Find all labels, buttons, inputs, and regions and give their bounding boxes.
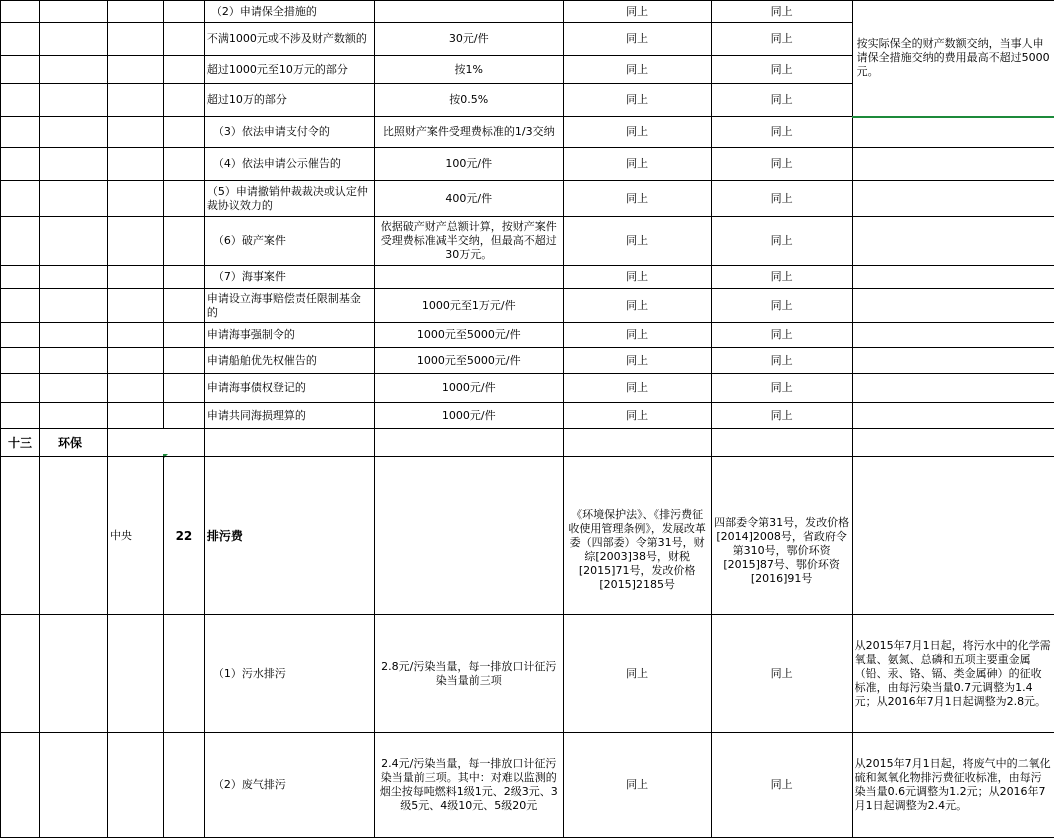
item-cell: 申请共同海损理算的: [204, 403, 374, 429]
item-cell: 不满1000元或不涉及财产数额的: [204, 23, 374, 56]
basis-central-cell: 同上: [563, 56, 711, 84]
item-cell: （2）废气排污: [204, 733, 374, 838]
fee-cell: 1000元至5000元/件: [374, 323, 563, 348]
basis-local-cell: 同上: [711, 733, 852, 838]
table-row: [1, 148, 1054, 181]
fee-cell: 2.4元/污染当量，每一排放口计征污染当量前三项。其中：对难以监测的烟尘按每吨燃料1级1元、2级3元、3级5元、4级10元、5级20元: [374, 733, 563, 838]
table-row: [1, 733, 1054, 838]
seq-cell: 22: [163, 457, 204, 615]
table-row: [1, 348, 1054, 374]
section-number: 十三: [1, 429, 40, 457]
table-row: [1, 403, 1054, 429]
basis-local-cell: 同上: [711, 1, 852, 23]
basis-central-cell: 同上: [563, 217, 711, 266]
fee-cell: 按1%: [374, 56, 563, 84]
fee-cell: 1000元至5000元/件: [374, 348, 563, 374]
basis-local-cell: 同上: [711, 403, 852, 429]
item-cell: （5）申请撤销仲裁裁决或认定仲裁协议效力的: [204, 181, 374, 217]
table-row: [1, 323, 1054, 348]
basis-local-cell: 四部委令第31号，发改价格[2014]2008号，省政府令第310号，鄂价环资[2015]87号、鄂价环资[2016]91号: [711, 457, 852, 615]
table-row: [1, 266, 1054, 289]
basis-central-cell: 同上: [563, 733, 711, 838]
basis-central-cell: 同上: [563, 148, 711, 181]
item-cell: 申请海事债权登记的: [204, 374, 374, 403]
item-cell: （6）破产案件: [204, 217, 374, 266]
basis-local-cell: 同上: [711, 23, 852, 56]
fee-cell: 1000元/件: [374, 403, 563, 429]
fee-cell: 30元/件: [374, 23, 563, 56]
note-cell: 从2015年7月1日起，将污水中的化学需氧量、氨氮、总磷和五项主要重金属（铅、汞、铬、镉、类金属砷）的征收标准，由每污染当量0.7元调整为1.4元；从2016年7月1日起调整为2.8元。: [852, 615, 1054, 733]
basis-central-cell: 同上: [563, 374, 711, 403]
item-cell: （1）污水排污: [204, 615, 374, 733]
basis-central-cell: 同上: [563, 23, 711, 56]
basis-local-cell: 同上: [711, 217, 852, 266]
item-cell: 申请海事强制令的: [204, 323, 374, 348]
basis-local-cell: 同上: [711, 615, 852, 733]
fee-cell: 1000元/件: [374, 374, 563, 403]
fee-cell: [374, 1, 563, 23]
item-cell: 超过1000元至10万元的部分: [204, 56, 374, 84]
level-cell: 中央: [107, 457, 163, 615]
fee-cell: 100元/件: [374, 148, 563, 181]
section-name: 环保: [39, 429, 107, 457]
basis-local-cell: 同上: [711, 266, 852, 289]
item-cell: 申请船舶优先权催告的: [204, 348, 374, 374]
table-row: [1, 1, 1054, 23]
fee-name-cell: 排污费: [204, 457, 374, 615]
fee-cell: 依据破产财产总额计算，按财产案件受理费标准减半交纳，但最高不超过30万元。: [374, 217, 563, 266]
basis-local-cell: 同上: [711, 148, 852, 181]
fee-cell: 1000元至1万元/件: [374, 289, 563, 323]
table-row: [1, 374, 1054, 403]
basis-local-cell: 同上: [711, 181, 852, 217]
basis-local-cell: 同上: [711, 84, 852, 117]
item-cell: （7）海事案件: [204, 266, 374, 289]
item-cell: 申请设立海事赔偿责任限制基金的: [204, 289, 374, 323]
item-cell: （4）依法申请公示催告的: [204, 148, 374, 181]
basis-central-cell: 《环境保护法》、《排污费征收使用管理条例》，发展改革委（四部委）令第31号，财综[2003]38号，财税[2015]71号，发改价格[2015]2185号: [563, 457, 711, 615]
basis-local-cell: 同上: [711, 289, 852, 323]
basis-central-cell: 同上: [563, 181, 711, 217]
basis-local-cell: 同上: [711, 323, 852, 348]
basis-central-cell: 同上: [563, 615, 711, 733]
basis-central-cell: 同上: [563, 266, 711, 289]
basis-central-cell: 同上: [563, 1, 711, 23]
basis-local-cell: 同上: [711, 348, 852, 374]
basis-central-cell: 同上: [563, 289, 711, 323]
fee-cell: 400元/件: [374, 181, 563, 217]
note-cell: 从2015年7月1日起，将废气中的二氧化硫和氮氧化物排污费征收标准，由每污染当量0.6元调整为1.2元；从2016年7月1日起调整为2.4元。: [852, 733, 1054, 838]
table-row: [1, 217, 1054, 266]
basis-central-cell: 同上: [563, 323, 711, 348]
basis-central-cell: 同上: [563, 117, 711, 148]
fee-cell: [374, 266, 563, 289]
table-row: [1, 289, 1054, 323]
pollution-fee-row: [1, 457, 1054, 615]
basis-central-cell: 同上: [563, 84, 711, 117]
item-cell: （2）申请保全措施的: [204, 1, 374, 23]
item-cell: 超过10万的部分: [204, 84, 374, 117]
section-row: [1, 429, 1054, 457]
basis-local-cell: 同上: [711, 374, 852, 403]
basis-central-cell: 同上: [563, 403, 711, 429]
fee-cell: 比照财产案件受理费标准的1/3交纳: [374, 117, 563, 148]
basis-central-cell: 同上: [563, 348, 711, 374]
item-cell: （3）依法申请支付令的: [204, 117, 374, 148]
table-row: [1, 615, 1054, 733]
basis-local-cell: 同上: [711, 117, 852, 148]
table-row: [1, 181, 1054, 217]
fee-cell: 2.8元/污染当量，每一排放口计征污染当量前三项: [374, 615, 563, 733]
table-row: [1, 117, 1054, 148]
preservation-note: 按实际保全的财产数额交纳，当事人申请保全措施交纳的费用最高不超过5000元。: [852, 1, 1054, 117]
fee-cell: 按0.5%: [374, 84, 563, 117]
basis-local-cell: 同上: [711, 56, 852, 84]
